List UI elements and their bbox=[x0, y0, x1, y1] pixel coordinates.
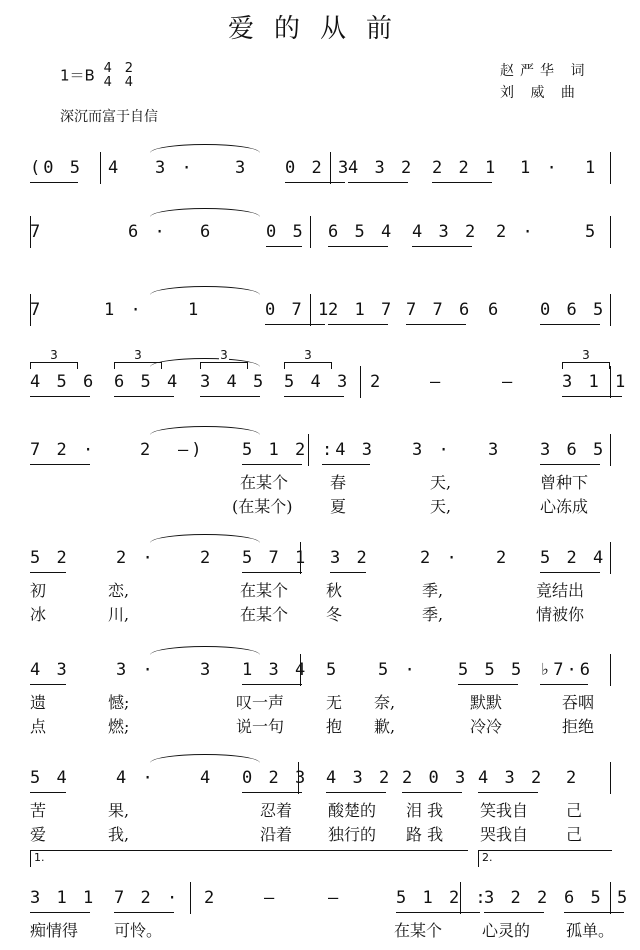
note-group: 5 · bbox=[378, 660, 418, 680]
note-group: — bbox=[430, 372, 444, 392]
bar-line bbox=[300, 654, 301, 686]
beam-line bbox=[200, 396, 260, 397]
triplet-bracket bbox=[30, 348, 78, 369]
lyric: 心冻成 bbox=[540, 497, 589, 516]
note-group: 2 bbox=[200, 548, 214, 568]
beam-line bbox=[484, 912, 544, 913]
beam-line bbox=[326, 792, 386, 793]
beam-line bbox=[396, 912, 480, 913]
note-group: 2 · bbox=[116, 548, 156, 568]
lyric: 季, bbox=[422, 581, 444, 600]
note-group: 0 7 1 bbox=[265, 300, 332, 320]
triplet-number: 3 bbox=[50, 348, 58, 362]
beam-line bbox=[30, 572, 66, 573]
lyric: 川, bbox=[108, 605, 130, 624]
bar-line bbox=[460, 882, 461, 914]
note-group: 4 bbox=[108, 158, 122, 178]
beam-line bbox=[114, 912, 174, 913]
lyric: 夏 bbox=[330, 497, 347, 516]
lyric: 在某个 bbox=[240, 581, 289, 600]
lyric: 遗 bbox=[30, 693, 47, 712]
note-group: 2 bbox=[370, 372, 384, 392]
note-group: 0 2 3 bbox=[242, 768, 309, 788]
note-group: 3 bbox=[200, 660, 214, 680]
beam-line bbox=[242, 792, 302, 793]
ts-num: 2 bbox=[124, 61, 133, 76]
note-group: — bbox=[328, 888, 342, 908]
ts-num: 4 bbox=[103, 61, 112, 76]
lyric: 春 bbox=[330, 473, 347, 492]
note-group: 5 7 1 bbox=[242, 548, 309, 568]
note-group: 6 5 5 bbox=[564, 888, 631, 908]
note-group: 7 bbox=[30, 300, 44, 320]
note-group: 4 3 2 bbox=[326, 768, 393, 788]
beam-line bbox=[285, 182, 345, 183]
triplet-bracket bbox=[284, 348, 332, 369]
beam-line bbox=[30, 792, 66, 793]
lyric: 独行的 bbox=[328, 825, 377, 844]
volta-bracket: 2. bbox=[478, 850, 612, 867]
beam-line bbox=[330, 572, 366, 573]
note-group: 4 bbox=[200, 768, 214, 788]
time-signature-2 bbox=[125, 62, 133, 90]
note-group: 3 · bbox=[412, 440, 452, 460]
triplet-number: 3 bbox=[304, 348, 312, 362]
note-group: 2 bbox=[496, 548, 510, 568]
note-group: 7 2 · bbox=[30, 440, 97, 460]
lyric: 沿着 bbox=[260, 825, 293, 844]
lyric: 天, bbox=[430, 497, 452, 516]
lyric: 哭我自 bbox=[480, 825, 529, 844]
note-group: 5 4 bbox=[30, 768, 70, 788]
note-group: 3 6 5 bbox=[540, 440, 607, 460]
key-signature bbox=[60, 62, 137, 90]
note-group: 2 2 1 bbox=[432, 158, 499, 178]
note-group: 4 3 2 bbox=[412, 222, 479, 242]
beam-line bbox=[30, 912, 90, 913]
note-group: 5 1 2 : bbox=[396, 888, 489, 908]
lyric: 点 bbox=[30, 717, 47, 736]
note-group: 1 bbox=[585, 158, 599, 178]
lyric: 恋, bbox=[108, 581, 130, 600]
right-bar-line bbox=[610, 762, 611, 794]
bar-line bbox=[310, 294, 311, 326]
lyric: 在某个 bbox=[240, 473, 289, 492]
lyric: 曾种下 bbox=[540, 473, 589, 492]
note-group: 2 bbox=[204, 888, 218, 908]
lyric: 痴情得 bbox=[30, 921, 79, 940]
lyric: 竟结出 bbox=[536, 581, 585, 600]
note-group: 6 · bbox=[128, 222, 168, 242]
lyric: 路 我 bbox=[406, 825, 444, 844]
lyric: 憾; bbox=[108, 693, 130, 712]
bar-line bbox=[298, 762, 299, 794]
lyric: 酸楚的 bbox=[328, 801, 377, 820]
bar-line bbox=[300, 542, 301, 574]
lyric: 奈, bbox=[374, 693, 396, 712]
lyric: 心灵的 bbox=[482, 921, 531, 940]
ts-den: 4 bbox=[124, 75, 133, 90]
bar-line bbox=[30, 216, 31, 248]
note-group: 3 1 1 bbox=[562, 372, 629, 392]
note-group: 0 5 bbox=[266, 222, 306, 242]
key-label: 1＝B bbox=[60, 66, 95, 85]
expression-marking: 深沉而富于自信 bbox=[60, 109, 158, 125]
triplet-bracket bbox=[200, 348, 248, 369]
note-group: 6 bbox=[488, 300, 502, 320]
beam-line bbox=[114, 396, 174, 397]
lyric: 无 bbox=[326, 693, 343, 712]
note-group: 0 6 5 bbox=[540, 300, 607, 320]
lyric: 在某个 bbox=[394, 921, 443, 940]
lyric: 秋 bbox=[326, 581, 343, 600]
right-bar-line bbox=[610, 434, 611, 466]
lyric: 吞咽 bbox=[562, 693, 595, 712]
lyricist-credit: 赵严华 词 bbox=[500, 63, 591, 79]
ts-den: 4 bbox=[103, 75, 112, 90]
beam-line bbox=[266, 246, 302, 247]
phrase-slur bbox=[150, 754, 260, 763]
phrase-slur bbox=[150, 144, 260, 153]
beam-line bbox=[242, 684, 302, 685]
note-group: 6 5 4 bbox=[114, 372, 181, 392]
lyric: 冬 bbox=[326, 605, 343, 624]
lyric: 在某个 bbox=[240, 605, 289, 624]
note-group: 1 · bbox=[520, 158, 560, 178]
lyric: 冰 bbox=[30, 605, 47, 624]
note-group: 4 3 bbox=[30, 660, 70, 680]
note-group: 4 3 2 bbox=[348, 158, 415, 178]
lyric: 默默 bbox=[470, 693, 503, 712]
triplet-number: 3 bbox=[134, 348, 142, 362]
note-group: 7 7 6 bbox=[406, 300, 473, 320]
bar-line bbox=[330, 152, 331, 184]
note-group: —) bbox=[178, 440, 205, 460]
note-group: 2 0 3 bbox=[402, 768, 469, 788]
right-bar-line bbox=[610, 152, 611, 184]
lyric: 抱 bbox=[326, 717, 343, 736]
note-group: 5 4 3 bbox=[284, 372, 351, 392]
right-bar-line bbox=[610, 294, 611, 326]
beam-line bbox=[348, 182, 408, 183]
note-group: 5 2 bbox=[30, 548, 70, 568]
note-group: — bbox=[264, 888, 278, 908]
bar-line bbox=[30, 294, 31, 326]
lyric: 燃; bbox=[108, 717, 130, 736]
lyric: 初 bbox=[30, 581, 47, 600]
note-group: 5 5 5 bbox=[458, 660, 525, 680]
right-bar-line bbox=[610, 366, 611, 398]
beam-line bbox=[265, 324, 325, 325]
bar-line bbox=[360, 366, 361, 398]
lyric: 天, bbox=[430, 473, 452, 492]
volta-bracket: 1. bbox=[30, 850, 468, 867]
note-group: 4 3 2 bbox=[478, 768, 545, 788]
beam-line bbox=[540, 572, 600, 573]
beam-line bbox=[458, 684, 518, 685]
beam-line bbox=[402, 792, 462, 793]
beam-line bbox=[562, 396, 622, 397]
beam-line bbox=[328, 324, 388, 325]
lyric: 说一句 bbox=[236, 717, 285, 736]
lyric: (在某个) bbox=[232, 497, 293, 516]
note-group: ♭7·6 bbox=[540, 660, 593, 680]
note-group: 1 3 4 bbox=[242, 660, 309, 680]
note-group: 2 · bbox=[496, 222, 536, 242]
note-group: 3 1 1 bbox=[30, 888, 97, 908]
beam-line bbox=[540, 684, 588, 685]
beam-line bbox=[432, 182, 492, 183]
triplet-number: 3 bbox=[220, 348, 228, 362]
lyric: 冷冷 bbox=[470, 717, 503, 736]
phrase-slur bbox=[150, 646, 260, 655]
lyric: 己 bbox=[566, 801, 583, 820]
phrase-slur bbox=[150, 208, 260, 217]
right-bar-line bbox=[610, 882, 611, 914]
bar-line bbox=[100, 152, 101, 184]
note-group: 7 2 · bbox=[114, 888, 181, 908]
song-title: 爱的从前 bbox=[227, 14, 412, 44]
lyric: 歉, bbox=[374, 717, 396, 736]
lyric: 泪 我 bbox=[406, 801, 444, 820]
triplet-bracket bbox=[114, 348, 162, 369]
lyric: 季, bbox=[422, 605, 444, 624]
note-group: 3 2 bbox=[330, 548, 370, 568]
note-group: 6 5 4 bbox=[328, 222, 395, 242]
note-group: 5 bbox=[585, 222, 599, 242]
bar-line bbox=[310, 216, 311, 248]
note-group: 3 bbox=[235, 158, 249, 178]
beam-line bbox=[322, 464, 370, 465]
phrase-slur bbox=[150, 286, 260, 295]
beam-line bbox=[30, 182, 78, 183]
beam-line bbox=[284, 396, 344, 397]
note-group: 3 · bbox=[155, 158, 195, 178]
note-group: 5 1 2 bbox=[242, 440, 309, 460]
triplet-number: 3 bbox=[582, 348, 590, 362]
beam-line bbox=[242, 464, 302, 465]
lyric: 爱 bbox=[30, 825, 47, 844]
right-bar-line bbox=[610, 216, 611, 248]
note-group: 1 bbox=[188, 300, 202, 320]
beam-line bbox=[30, 464, 90, 465]
beam-line bbox=[540, 464, 600, 465]
note-group: 3 · bbox=[116, 660, 156, 680]
note-group: 5 2 4 bbox=[540, 548, 607, 568]
note-group: 4 5 6 bbox=[30, 372, 97, 392]
lyric: 笑我自 bbox=[480, 801, 529, 820]
beam-line bbox=[406, 324, 466, 325]
bar-line bbox=[190, 882, 191, 914]
note-group: 3 2 2 bbox=[484, 888, 551, 908]
lyric: 情被你 bbox=[536, 605, 585, 624]
phrase-slur bbox=[150, 426, 260, 435]
lyric: 果, bbox=[108, 801, 130, 820]
note-group: 6 bbox=[200, 222, 214, 242]
phrase-slur bbox=[150, 534, 260, 543]
note-group: 1 · bbox=[104, 300, 144, 320]
note-group: 3 bbox=[488, 440, 502, 460]
note-group: 2 · bbox=[420, 548, 460, 568]
lyric: 我, bbox=[108, 825, 130, 844]
lyric: 苦 bbox=[30, 801, 47, 820]
composer-credit: 刘 威 曲 bbox=[500, 85, 581, 101]
beam-line bbox=[540, 324, 600, 325]
lyric: 拒绝 bbox=[562, 717, 595, 736]
lyric: 忍着 bbox=[260, 801, 293, 820]
lyric: 叹一声 bbox=[236, 693, 285, 712]
beam-line bbox=[564, 912, 624, 913]
beam-line bbox=[412, 246, 472, 247]
bar-line bbox=[308, 434, 309, 466]
lyric: 可怜。 bbox=[114, 921, 163, 940]
note-group: 0 2 3 bbox=[285, 158, 352, 178]
note-group: 4 · bbox=[116, 768, 156, 788]
beam-line bbox=[478, 792, 538, 793]
triplet-bracket bbox=[562, 348, 610, 369]
note-group: 2 bbox=[566, 768, 580, 788]
right-bar-line bbox=[610, 654, 611, 686]
note-group: 2 1 7 bbox=[328, 300, 395, 320]
note-group: 2 bbox=[140, 440, 154, 460]
lyric: 孤单。 bbox=[566, 921, 615, 940]
beam-line bbox=[30, 684, 66, 685]
note-group: :4 3 bbox=[322, 440, 375, 460]
beam-line bbox=[328, 246, 388, 247]
note-group: 7 bbox=[30, 222, 44, 242]
lyric: 己 bbox=[566, 825, 583, 844]
note-group: 3 4 5 bbox=[200, 372, 267, 392]
beam-line bbox=[242, 572, 302, 573]
note-group: 5 bbox=[326, 660, 340, 680]
note-group: (0 5 bbox=[30, 158, 83, 178]
beam-line bbox=[30, 396, 90, 397]
time-signature-1 bbox=[104, 62, 112, 90]
right-bar-line bbox=[610, 542, 611, 574]
note-group: — bbox=[502, 372, 516, 392]
